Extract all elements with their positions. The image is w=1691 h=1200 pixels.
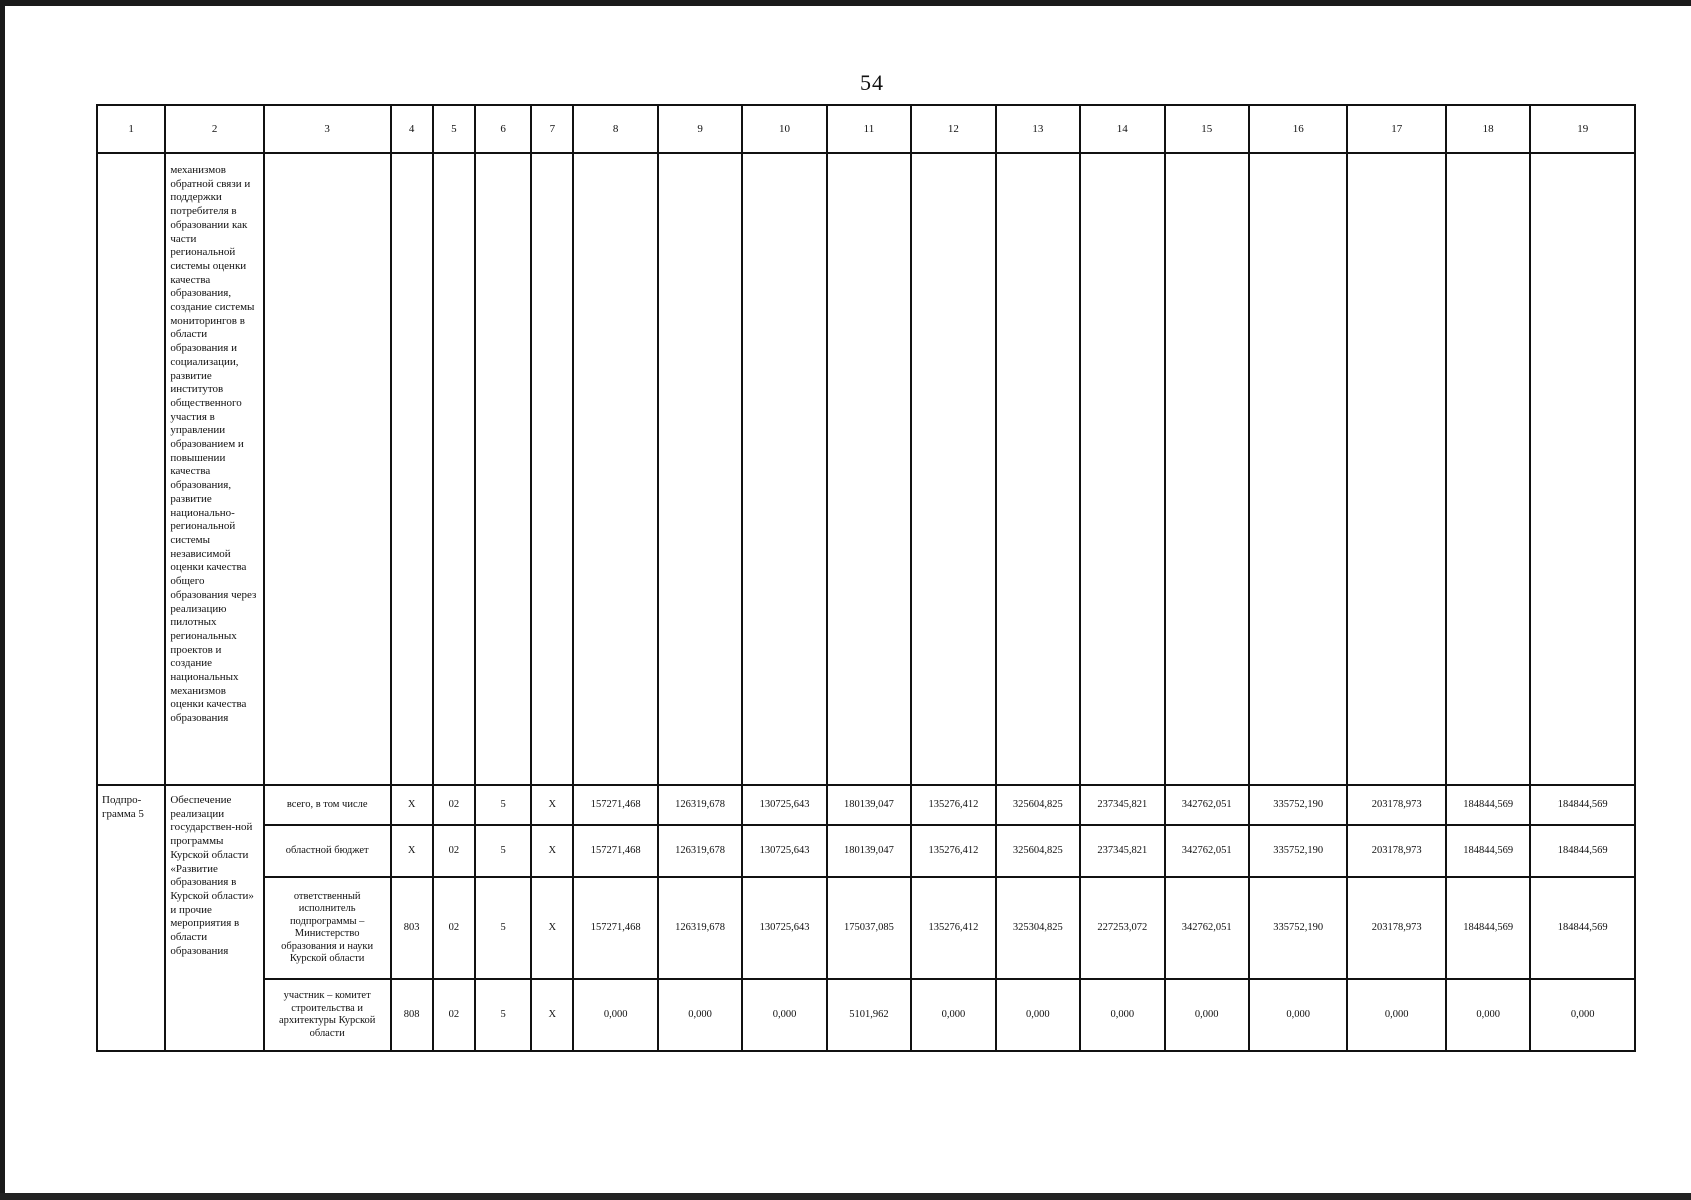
value-cell: 184844,569 bbox=[1446, 785, 1530, 825]
scan-border-left bbox=[0, 0, 5, 1200]
value-cell: 0,000 bbox=[1530, 979, 1635, 1051]
scan-border-bottom bbox=[0, 1193, 1691, 1200]
empty-cell bbox=[264, 153, 391, 785]
value-cell: 130725,643 bbox=[742, 825, 826, 877]
executor-cell: областной бюджет bbox=[264, 825, 391, 877]
value-cell: 180139,047 bbox=[827, 785, 911, 825]
description-text: механизмов обратной связи и поддержки потребителя в образовании как части региональной системы оценки качества образования, создание системы мониторингов в области образования и социализации, развитие институтов общественного участия в управлении образованием и повышении качества образования, развитие национально-региональной системы независимой оценки качества общего образования через реализацию пилотных региональных проектов и создание национальных механизмов оценки качества образования bbox=[165, 153, 264, 785]
value-cell: 335752,190 bbox=[1249, 825, 1348, 877]
col-header-12: 12 bbox=[911, 105, 995, 153]
cell-c4: 808 bbox=[391, 979, 433, 1051]
cell-c5: 02 bbox=[433, 825, 475, 877]
empty-cell bbox=[742, 153, 826, 785]
value-cell: 184844,569 bbox=[1530, 825, 1635, 877]
page-number: 54 bbox=[860, 70, 884, 95]
col-header-4: 4 bbox=[391, 105, 433, 153]
col-header-13: 13 bbox=[996, 105, 1080, 153]
value-cell: 237345,821 bbox=[1080, 825, 1164, 877]
value-cell: 203178,973 bbox=[1347, 785, 1446, 825]
col-header-9: 9 bbox=[658, 105, 742, 153]
cell-c4: Х bbox=[391, 825, 433, 877]
scan-border-top bbox=[0, 0, 1691, 6]
cell-c6: 5 bbox=[475, 979, 531, 1051]
value-cell: 0,000 bbox=[658, 979, 742, 1051]
value-cell: 184844,569 bbox=[1530, 785, 1635, 825]
empty-cell bbox=[1530, 153, 1635, 785]
value-cell: 184844,569 bbox=[1446, 877, 1530, 979]
table-row-regional-budget bbox=[97, 825, 1635, 877]
value-cell: 325604,825 bbox=[996, 825, 1080, 877]
value-cell: 0,000 bbox=[911, 979, 995, 1051]
col-header-14: 14 bbox=[1080, 105, 1164, 153]
col-header-16: 16 bbox=[1249, 105, 1348, 153]
value-cell: 184844,569 bbox=[1530, 877, 1635, 979]
empty-cell bbox=[1080, 153, 1164, 785]
col-header-8: 8 bbox=[573, 105, 657, 153]
cell-c5: 02 bbox=[433, 785, 475, 825]
cell-c4: Х bbox=[391, 785, 433, 825]
col-header-5: 5 bbox=[433, 105, 475, 153]
value-cell: 157271,468 bbox=[573, 825, 657, 877]
executor-cell: всего, в том числе bbox=[264, 785, 391, 825]
value-cell: 325604,825 bbox=[996, 785, 1080, 825]
value-cell: 0,000 bbox=[1165, 979, 1249, 1051]
value-cell: 126319,678 bbox=[658, 785, 742, 825]
empty-cell bbox=[97, 153, 165, 785]
col-header-15: 15 bbox=[1165, 105, 1249, 153]
empty-cell bbox=[996, 153, 1080, 785]
col-header-10: 10 bbox=[742, 105, 826, 153]
col-header-3: 3 bbox=[264, 105, 391, 153]
value-cell: 335752,190 bbox=[1249, 785, 1348, 825]
cell-c4: 803 bbox=[391, 877, 433, 979]
col-header-18: 18 bbox=[1446, 105, 1530, 153]
value-cell: 130725,643 bbox=[742, 785, 826, 825]
empty-cell bbox=[391, 153, 433, 785]
cell-c7: Х bbox=[531, 825, 573, 877]
cell-c7: Х bbox=[531, 785, 573, 825]
value-cell: 342762,051 bbox=[1165, 877, 1249, 979]
value-cell: 157271,468 bbox=[573, 785, 657, 825]
value-cell: 0,000 bbox=[573, 979, 657, 1051]
table-row-participant bbox=[97, 979, 1635, 1051]
col-header-7: 7 bbox=[531, 105, 573, 153]
table-row-total bbox=[97, 785, 1635, 825]
col-header-17: 17 bbox=[1347, 105, 1446, 153]
empty-cell bbox=[827, 153, 911, 785]
empty-cell bbox=[911, 153, 995, 785]
cell-c6: 5 bbox=[475, 785, 531, 825]
cell-c5: 02 bbox=[433, 979, 475, 1051]
empty-cell bbox=[1446, 153, 1530, 785]
empty-cell bbox=[658, 153, 742, 785]
empty-cell bbox=[433, 153, 475, 785]
cell-c5: 02 bbox=[433, 877, 475, 979]
value-cell: 0,000 bbox=[1347, 979, 1446, 1051]
value-cell: 203178,973 bbox=[1347, 825, 1446, 877]
table-row-responsible-executor bbox=[97, 877, 1635, 979]
subprogram-title: Обеспечение реализации государствен-ной программы Курской области «Развитие образования в Курской области» и прочие мероприятия в области образования bbox=[165, 785, 264, 1051]
col-header-1: 1 bbox=[97, 105, 165, 153]
description-row bbox=[97, 153, 1635, 785]
empty-cell bbox=[1347, 153, 1446, 785]
value-cell: 0,000 bbox=[1446, 979, 1530, 1051]
empty-cell bbox=[573, 153, 657, 785]
value-cell: 184844,569 bbox=[1446, 825, 1530, 877]
value-cell: 0,000 bbox=[1080, 979, 1164, 1051]
col-header-2: 2 bbox=[165, 105, 264, 153]
value-cell: 0,000 bbox=[996, 979, 1080, 1051]
value-cell: 342762,051 bbox=[1165, 825, 1249, 877]
value-cell: 325304,825 bbox=[996, 877, 1080, 979]
value-cell: 335752,190 bbox=[1249, 877, 1348, 979]
executor-cell: ответственный исполнитель подпрограммы – Министерство образования и науки Курской области bbox=[264, 877, 391, 979]
value-cell: 0,000 bbox=[742, 979, 826, 1051]
value-cell: 130725,643 bbox=[742, 877, 826, 979]
col-header-11: 11 bbox=[827, 105, 911, 153]
value-cell: 5101,962 bbox=[827, 979, 911, 1051]
empty-cell bbox=[1249, 153, 1348, 785]
cell-c6: 5 bbox=[475, 877, 531, 979]
value-cell: 175037,085 bbox=[827, 877, 911, 979]
header-row bbox=[97, 105, 1635, 153]
value-cell: 227253,072 bbox=[1080, 877, 1164, 979]
value-cell: 135276,412 bbox=[911, 785, 995, 825]
value-cell: 180139,047 bbox=[827, 825, 911, 877]
value-cell: 157271,468 bbox=[573, 877, 657, 979]
value-cell: 126319,678 bbox=[658, 877, 742, 979]
executor-cell: участник – комитет строительства и архитектуры Курской области bbox=[264, 979, 391, 1051]
budget-table bbox=[96, 104, 1636, 1052]
value-cell: 135276,412 bbox=[911, 825, 995, 877]
value-cell: 135276,412 bbox=[911, 877, 995, 979]
value-cell: 237345,821 bbox=[1080, 785, 1164, 825]
col-header-6: 6 bbox=[475, 105, 531, 153]
empty-cell bbox=[475, 153, 531, 785]
empty-cell bbox=[1165, 153, 1249, 785]
cell-c6: 5 bbox=[475, 825, 531, 877]
budget-table-wrap bbox=[96, 104, 1636, 1052]
cell-c7: Х bbox=[531, 979, 573, 1051]
empty-cell bbox=[531, 153, 573, 785]
col-header-19: 19 bbox=[1530, 105, 1635, 153]
value-cell: 342762,051 bbox=[1165, 785, 1249, 825]
subprogram-label: Подпро-грамма 5 bbox=[97, 785, 165, 1051]
cell-c7: Х bbox=[531, 877, 573, 979]
value-cell: 203178,973 bbox=[1347, 877, 1446, 979]
value-cell: 126319,678 bbox=[658, 825, 742, 877]
value-cell: 0,000 bbox=[1249, 979, 1348, 1051]
